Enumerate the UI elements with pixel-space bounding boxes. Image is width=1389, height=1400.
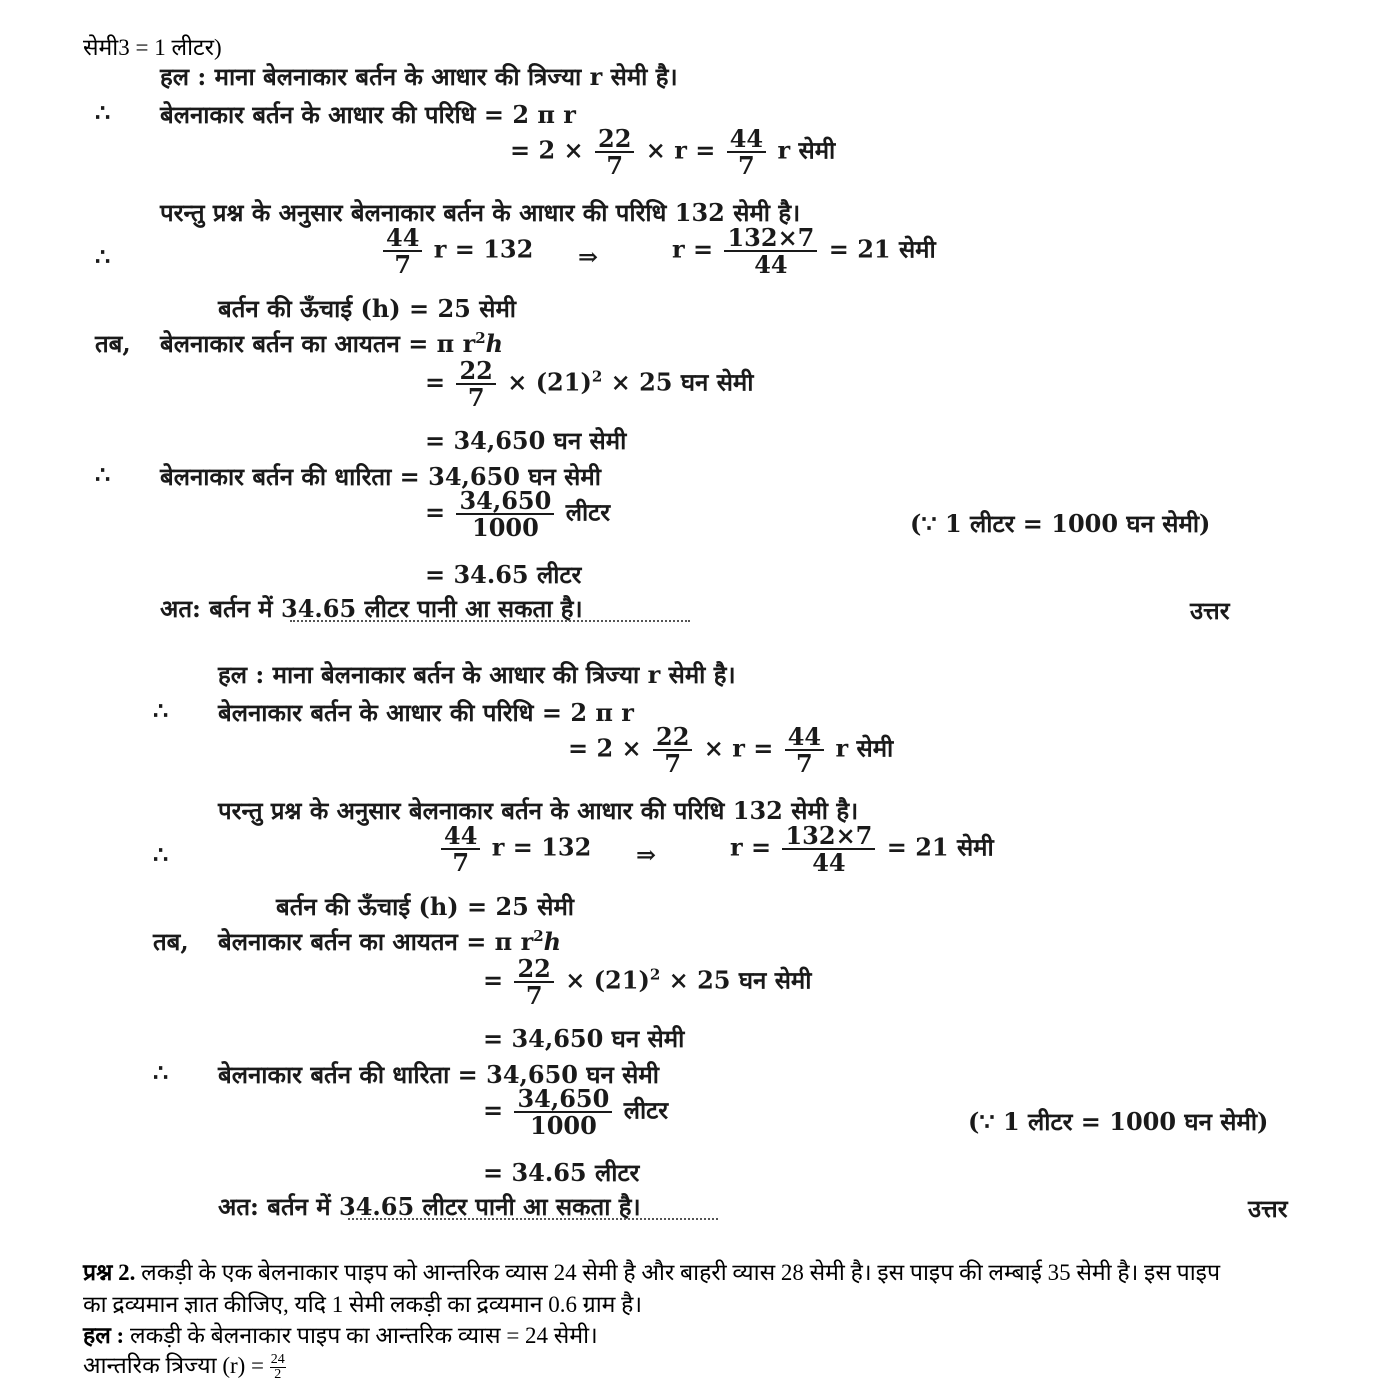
volume-formula <box>218 925 561 958</box>
solution-intro <box>218 658 736 691</box>
volume-lhs: बेलनाकार बर्तन का आयतन = π r <box>218 927 534 956</box>
numerator: 34,650 <box>456 488 554 515</box>
hal-text: माना बेलनाकार बर्तन के आधार की त्रिज्या r सेमी है। <box>214 62 678 91</box>
denominator: 7 <box>394 250 412 280</box>
hal-label: हल : <box>218 660 265 689</box>
denominator: 7 <box>738 151 755 181</box>
atah-label: अत: <box>160 594 201 623</box>
denominator: 7 <box>796 749 813 779</box>
numerator: 22 <box>653 724 692 751</box>
litre-calc <box>425 486 611 543</box>
fraction-132x7-44 <box>782 821 875 878</box>
fraction-34650-1000 <box>456 486 554 543</box>
r-eq: r = <box>672 234 714 264</box>
implies-arrow: ⇒ <box>578 242 599 271</box>
eq-text: r = 132 <box>491 832 592 862</box>
vol-end: × 25 घन सेमी <box>668 965 812 995</box>
therefore-symbol: ∴ <box>95 98 111 127</box>
denominator: 1000 <box>530 1111 597 1141</box>
radius-text: आन्तरिक त्रिज्या (r) = <box>83 1353 265 1378</box>
answer-label: उत्तर <box>1248 1194 1288 1223</box>
question-label: प्रश्न 2. <box>83 1260 136 1285</box>
conclusion-text: बर्तन में 34.65 लीटर पानी आ सकता है। <box>209 594 583 623</box>
equation-r-132 <box>380 223 534 280</box>
scan-artifact <box>348 1218 718 1220</box>
fraction-132x7-44 <box>724 223 817 280</box>
vol-mid: × (21) <box>507 367 592 397</box>
r-result: = 21 सेमी <box>828 234 936 264</box>
calc-middle: × r = <box>703 733 774 763</box>
volume-lhs: बेलनाकार बर्तन का आयतन = π r <box>160 329 476 358</box>
therefore-symbol: ∴ <box>153 840 169 869</box>
denominator: 44 <box>812 848 846 878</box>
therefore-symbol: ∴ <box>95 242 111 271</box>
given-statement: परन्तु प्रश्न के अनुसार बेलनाकार बर्तन के आधार की परिधि 132 सेमी है। <box>218 796 859 825</box>
numerator: 22 <box>514 956 553 983</box>
denominator: 7 <box>525 981 543 1011</box>
fraction-22-7 <box>456 356 495 413</box>
height-line: बर्तन की ऊँचाई (h) = 25 सेमी <box>218 294 517 323</box>
radius-solution <box>730 821 994 878</box>
hal-text: लकड़ी के बेलनाकार पाइप का आन्तरिक व्यास = 24 सेमी। <box>129 1323 598 1348</box>
denominator: 7 <box>606 151 624 181</box>
fraction-44-7 <box>785 722 824 779</box>
denominator: 44 <box>754 250 788 280</box>
calc-prefix: = 2 × <box>510 135 584 165</box>
denominator: 7 <box>664 749 682 779</box>
height-var: h <box>543 927 562 956</box>
vol-mid: × (21) <box>565 965 650 995</box>
question-line-1 <box>83 1255 1220 1287</box>
calc-prefix: = 2 × <box>568 733 642 763</box>
circumference-calc <box>568 722 894 779</box>
calc-middle: × r = <box>645 135 716 165</box>
top-unit-line: सेमी3 = 1 लीटर) <box>83 35 222 60</box>
fraction-22-7 <box>514 954 553 1011</box>
numerator: 44 <box>383 225 422 252</box>
therefore-symbol: ∴ <box>153 696 169 725</box>
therefore-symbol: ∴ <box>153 1058 169 1087</box>
conversion-note: (∵ 1 लीटर = 1000 घन सेमी) <box>968 1107 1269 1136</box>
numerator: 24 <box>270 1352 285 1368</box>
solution-line <box>83 1318 598 1350</box>
therefore-symbol: ∴ <box>95 460 111 489</box>
numerator: 22 <box>456 358 495 385</box>
question-line-2: का द्रव्यमान ज्ञात कीजिए, यदि 1 सेमी लकड़ी का द्रव्यमान 0.6 ग्राम है। <box>83 1292 643 1317</box>
calc-suffix: r सेमी <box>835 733 894 763</box>
equation-r-132 <box>438 821 592 878</box>
denominator: 2 <box>274 1367 282 1383</box>
radius-solution <box>672 223 936 280</box>
fraction-44-7 <box>727 124 766 181</box>
r-result: = 21 सेमी <box>886 832 994 862</box>
circumference-line: बेलनाकार बर्तन के आधार की परिधि = 2 π r <box>160 100 576 129</box>
hal-label: हल : <box>83 1323 125 1348</box>
fraction-44-7 <box>383 223 422 280</box>
eq-sign: = <box>425 497 446 527</box>
numerator: 44 <box>785 724 824 751</box>
fraction-24-2 <box>270 1353 286 1382</box>
fraction-44-7 <box>441 821 480 878</box>
eq-sign: = <box>425 367 446 397</box>
numerator: 44 <box>727 126 766 153</box>
circumference-calc <box>510 124 836 181</box>
numerator: 132×7 <box>724 225 817 252</box>
hal-label: हल : <box>160 62 207 91</box>
atah-label: अत: <box>218 1192 259 1221</box>
vol-end: × 25 घन सेमी <box>610 367 754 397</box>
litre-result: = 34.65 लीटर <box>483 1158 640 1187</box>
eq-sign: = <box>483 965 504 995</box>
numerator: 22 <box>595 126 634 153</box>
numerator: 44 <box>441 823 480 850</box>
fraction-22-7 <box>595 124 634 181</box>
denominator: 7 <box>452 848 470 878</box>
question-text-1: लकड़ी के एक बेलनाकार पाइप को आन्तरिक व्यास 24 सेमी है और बाहरी व्यास 28 सेमी है। इस पाइप की लम्बाई 35 सेमी है। इस पाइप <box>141 1260 1221 1285</box>
exponent: 2 <box>533 927 544 945</box>
litre-unit: लीटर <box>565 497 611 527</box>
scan-artifact <box>290 620 690 622</box>
calc-suffix: r सेमी <box>777 135 836 165</box>
tab-label: तब, <box>95 329 131 358</box>
exponent: 2 <box>649 965 661 984</box>
circumference-line: बेलनाकार बर्तन के आधार की परिधि = 2 π r <box>218 698 634 727</box>
given-statement: परन्तु प्रश्न के अनुसार बेलनाकार बर्तन के आधार की परिधि 132 सेमी है। <box>160 198 801 227</box>
tab-label: तब, <box>153 927 189 956</box>
volume-result: = 34,650 घन सेमी <box>483 1024 685 1053</box>
capacity-line: बेलनाकार बर्तन की धारिता = 34,650 घन सेमी <box>160 462 601 491</box>
exponent: 2 <box>591 367 603 386</box>
solution-intro <box>160 60 678 93</box>
implies-arrow: ⇒ <box>636 840 657 869</box>
volume-calc <box>483 954 812 1011</box>
r-eq: r = <box>730 832 772 862</box>
volume-result: = 34,650 घन सेमी <box>425 426 627 455</box>
eq-text: r = 132 <box>433 234 534 264</box>
radius-line <box>83 1348 286 1382</box>
litre-unit: लीटर <box>623 1095 669 1125</box>
volume-calc <box>425 356 754 413</box>
denominator: 1000 <box>472 513 539 543</box>
eq-sign: = <box>483 1095 504 1125</box>
conversion-note: (∵ 1 लीटर = 1000 घन सेमी) <box>910 509 1211 538</box>
litre-calc <box>483 1084 669 1141</box>
denominator: 7 <box>467 383 485 413</box>
litre-result: = 34.65 लीटर <box>425 560 582 589</box>
capacity-line: बेलनाकार बर्तन की धारिता = 34,650 घन सेमी <box>218 1060 659 1089</box>
exponent: 2 <box>475 329 486 347</box>
height-line: बर्तन की ऊँचाई (h) = 25 सेमी <box>276 892 575 921</box>
conclusion-text: बर्तन में 34.65 लीटर पानी आ सकता है। <box>267 1192 641 1221</box>
answer-label: उत्तर <box>1190 596 1230 625</box>
hal-text: माना बेलनाकार बर्तन के आधार की त्रिज्या r सेमी है। <box>272 660 736 689</box>
height-var: h <box>485 329 504 358</box>
numerator: 34,650 <box>514 1086 612 1113</box>
volume-formula <box>160 327 503 360</box>
fraction-22-7 <box>653 722 692 779</box>
fraction-34650-1000 <box>514 1084 612 1141</box>
numerator: 132×7 <box>782 823 875 850</box>
